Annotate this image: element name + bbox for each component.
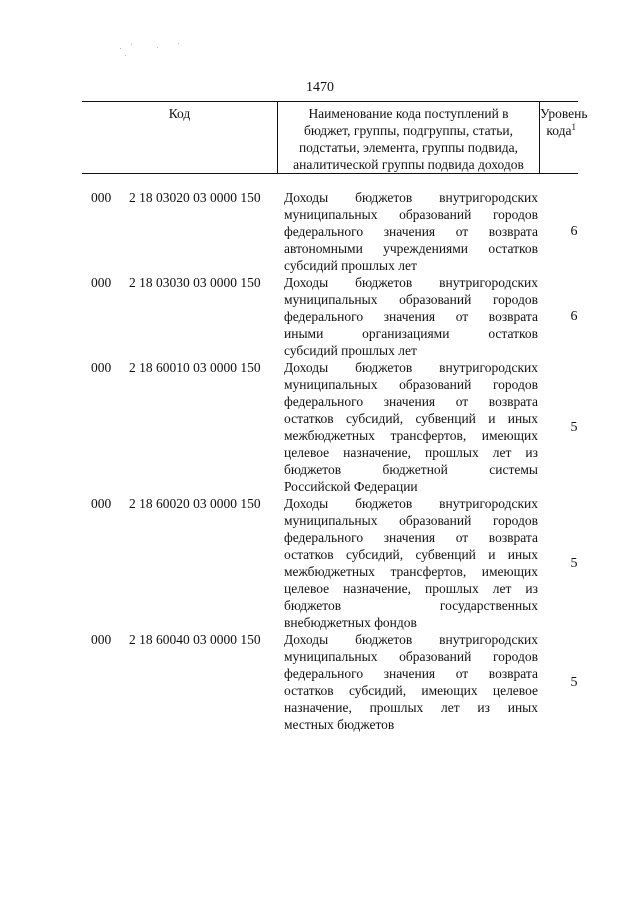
budget-code: 2 18 60040 03 0000 150 — [129, 632, 261, 647]
revenue-description — [284, 495, 538, 631]
code-level: 5 — [570, 420, 578, 435]
description-line: федерального значения от возврата — [284, 530, 538, 545]
budget-code: 2 18 03020 03 0000 150 — [129, 190, 261, 205]
admin-code: 000 — [91, 360, 112, 375]
header-name-line: Наименование кода поступлений в — [308, 106, 509, 121]
table-body — [0, 189, 640, 733]
description-line: Российской Федерации — [284, 479, 418, 494]
description-line: муниципальных образований городов — [284, 513, 538, 528]
revenue-description — [284, 359, 538, 495]
description-line: внебюджетных фондов — [284, 615, 417, 630]
description-line: иными организациями остатков — [284, 326, 538, 341]
description-line: Доходы бюджетов внутригородских — [284, 190, 538, 205]
header-level-word: Уровень — [540, 106, 588, 121]
description-line: субсидий прошлых лет — [284, 258, 417, 273]
description-line: федерального значения от возврата — [284, 309, 538, 324]
description-line: межбюджетных трансфертов, имеющих — [284, 428, 538, 443]
description-line: остатков субсидий, субвенций и иных — [284, 411, 538, 426]
description-line: целевое назначение, прошлых лет из — [284, 445, 538, 460]
description-line: Доходы бюджетов внутригородских — [284, 632, 538, 647]
header-level-code — [540, 122, 576, 139]
description-line: автономными учреждениями остатков — [284, 241, 538, 256]
description-line: федерального значения от возврата — [284, 666, 538, 681]
footnote-marker: 1 — [571, 122, 576, 132]
description-line: назначение, прошлых лет из иных — [284, 700, 538, 715]
header-name — [278, 102, 540, 173]
description-line: муниципальных образований городов — [284, 649, 538, 664]
admin-code: 000 — [91, 496, 112, 511]
description-line: субсидий прошлых лет — [284, 343, 417, 358]
code-level: 6 — [570, 224, 578, 239]
description-line: муниципальных образований городов — [284, 292, 538, 307]
table-row — [0, 274, 640, 359]
admin-code: 000 — [91, 275, 112, 290]
scan-speck — [120, 48, 121, 49]
revenue-description — [284, 631, 538, 733]
code-level: 5 — [570, 675, 578, 690]
budget-code: 2 18 03030 03 0000 150 — [129, 275, 261, 290]
description-line: Доходы бюджетов внутригородских — [284, 496, 538, 511]
description-line: федерального значения от возврата — [284, 394, 538, 409]
header-level — [540, 102, 588, 173]
header-name-line: подстатьи, элемента, группы подвида, — [298, 140, 519, 155]
header-code: Код — [82, 102, 278, 173]
code-level: 6 — [570, 309, 578, 324]
description-line: целевое назначение, прошлых лет из — [284, 581, 538, 596]
header-name-line: бюджет, группы, подгруппы, статьи, — [304, 123, 513, 138]
code-level: 5 — [570, 556, 578, 571]
table-row — [0, 359, 640, 495]
header-level-code-word: кода — [546, 123, 572, 138]
budget-code: 2 18 60010 03 0000 150 — [129, 360, 261, 375]
table-header — [82, 101, 588, 174]
table-row — [0, 189, 640, 274]
description-line: местных бюджетов — [284, 717, 395, 732]
scan-speck — [157, 47, 158, 48]
description-line: бюджетов государственных — [284, 598, 538, 613]
budget-code: 2 18 60020 03 0000 150 — [129, 496, 261, 511]
scan-speck — [131, 44, 132, 45]
header-name-line: аналитической группы подвида доходов — [293, 157, 524, 172]
description-line: остатков субсидий, субвенций и иных — [284, 547, 538, 562]
description-line: федерального значения от возврата — [284, 224, 538, 239]
description-line: Доходы бюджетов внутригородских — [284, 275, 538, 290]
description-line: Доходы бюджетов внутригородских — [284, 360, 538, 375]
table-row — [0, 495, 640, 631]
admin-code: 000 — [91, 190, 112, 205]
revenue-description — [284, 189, 538, 274]
description-line: муниципальных образований городов — [284, 377, 538, 392]
description-line: межбюджетных трансфертов, имеющих — [284, 564, 538, 579]
description-line: муниципальных образований городов — [284, 207, 538, 222]
description-line: остатков субсидий, имеющих целевое — [284, 683, 538, 698]
description-line: бюджетов бюджетной системы — [284, 462, 538, 477]
page-number: 1470 — [306, 80, 334, 95]
admin-code: 000 — [91, 632, 112, 647]
scan-speck — [178, 43, 179, 44]
table-row — [0, 631, 640, 733]
scan-speck — [125, 55, 126, 56]
revenue-description — [284, 274, 538, 359]
